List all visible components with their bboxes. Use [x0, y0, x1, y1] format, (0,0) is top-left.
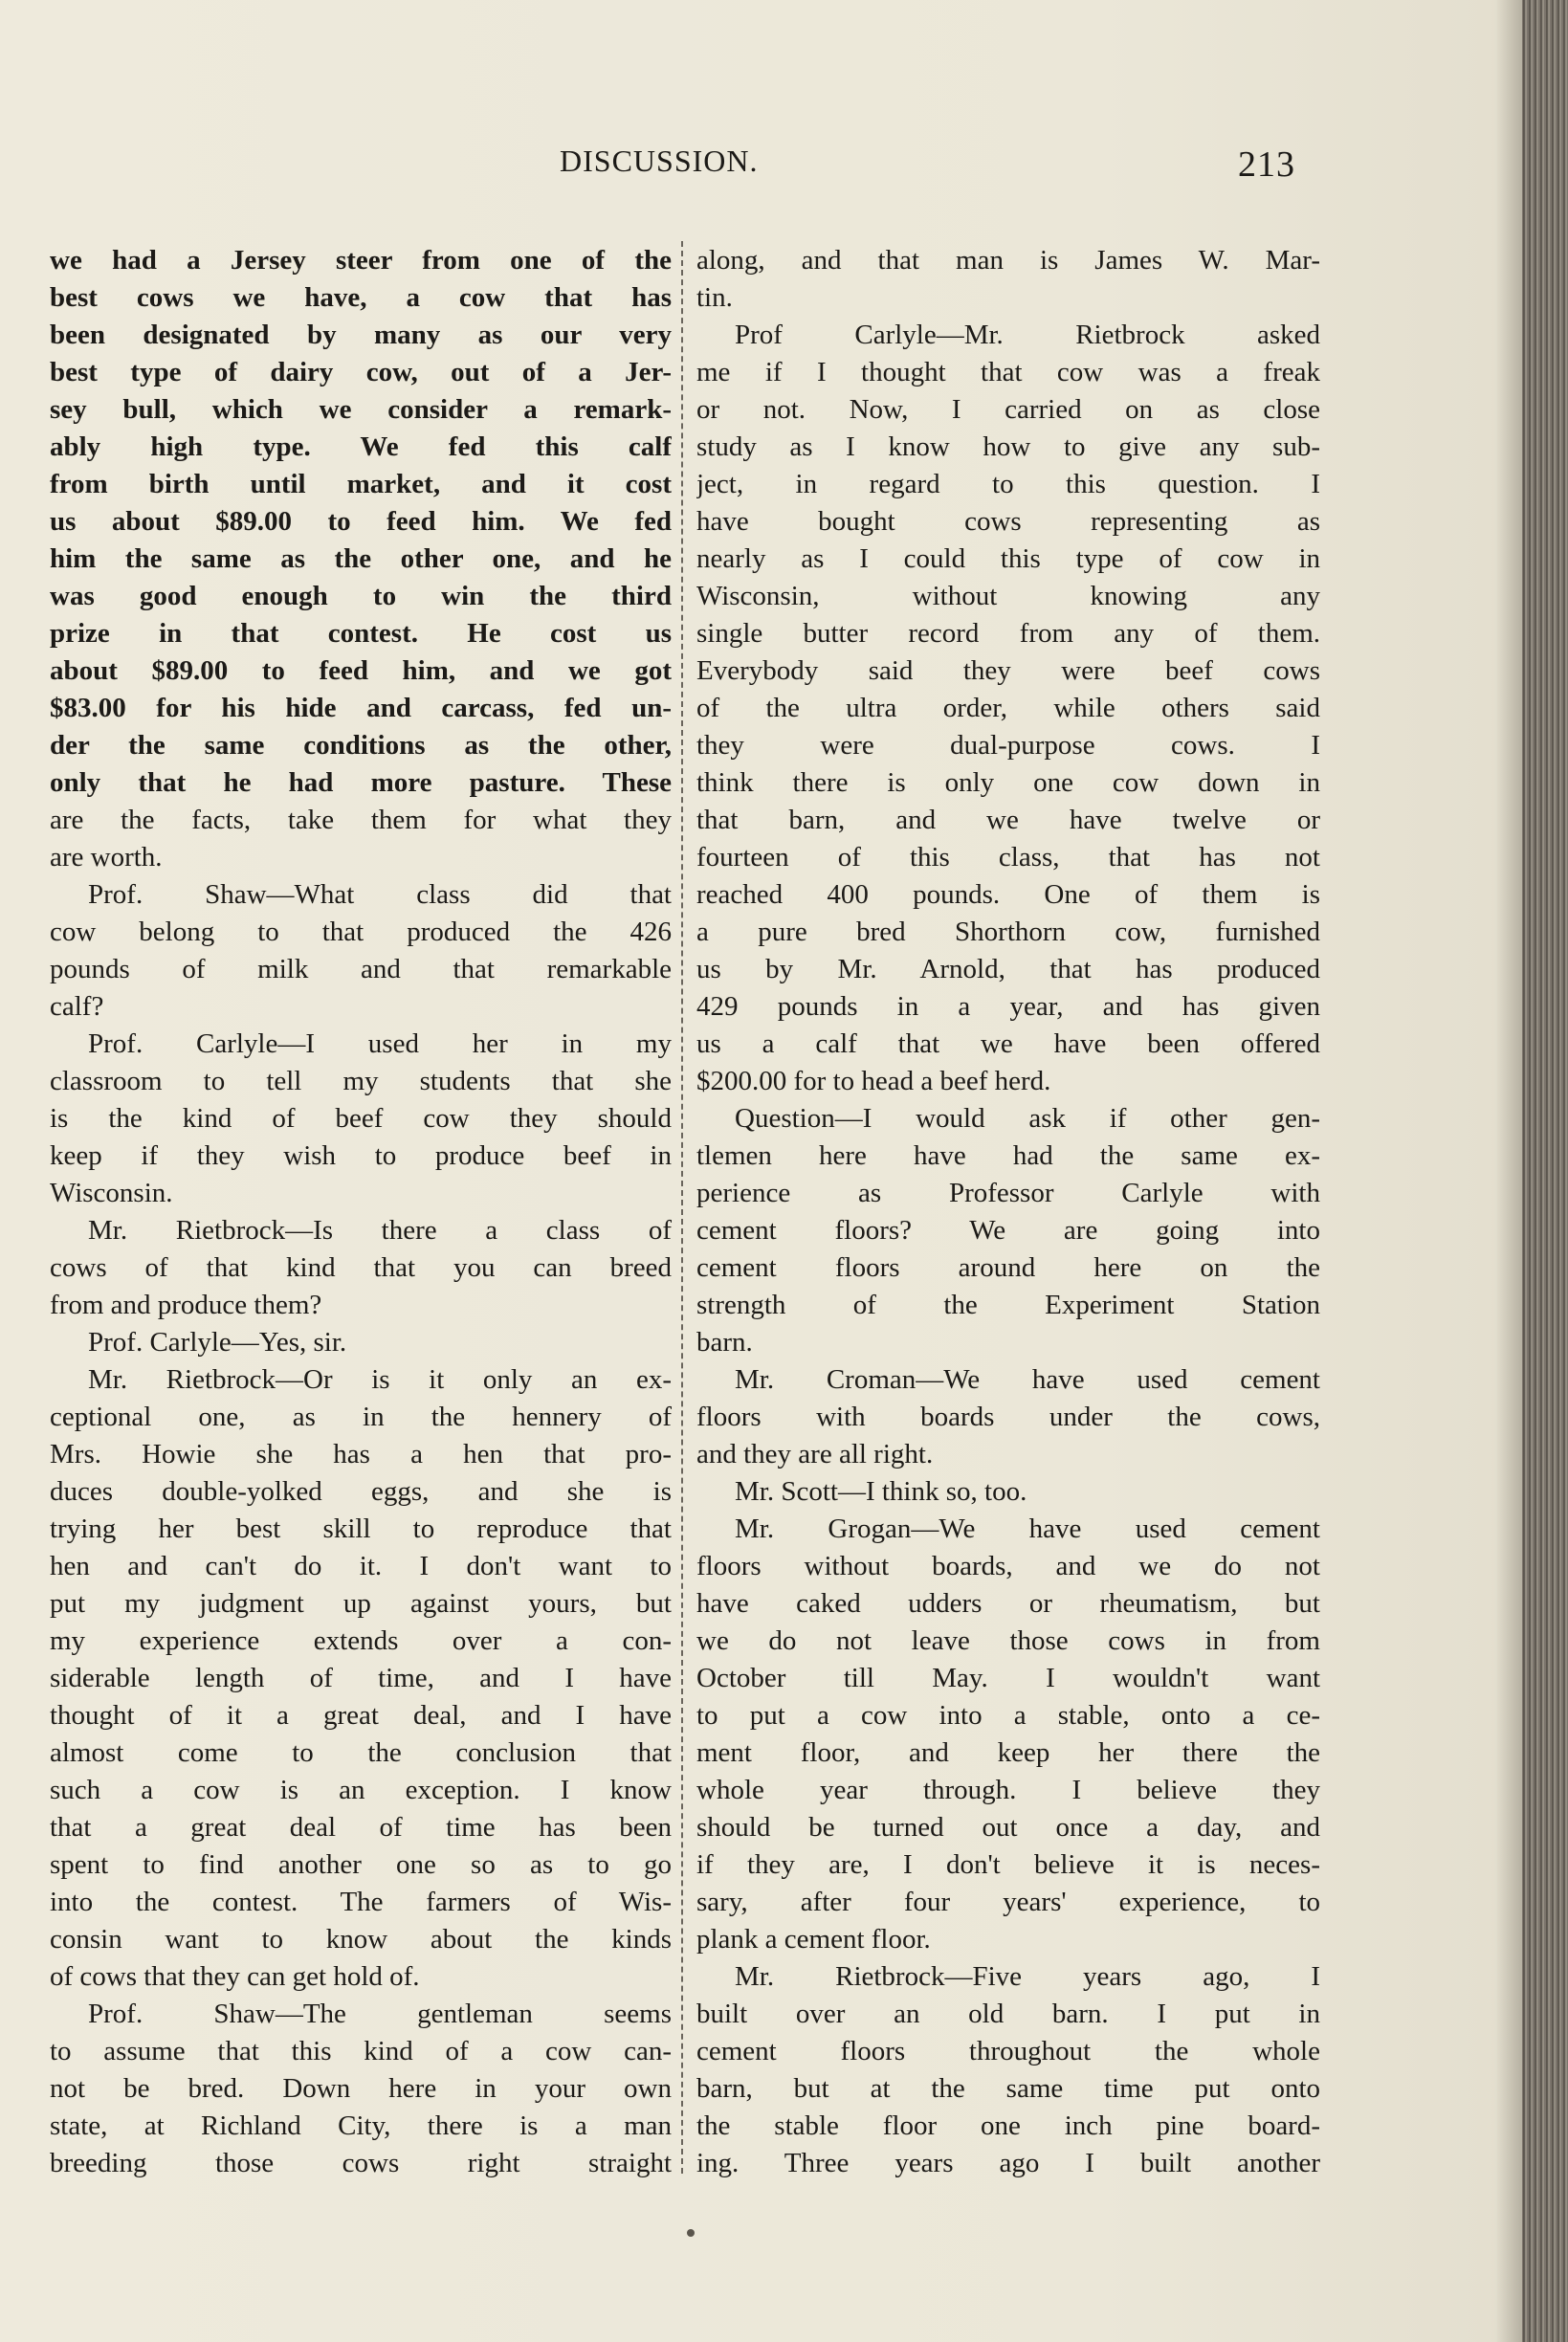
text-line: ably high type. We fed this calf [50, 431, 672, 462]
text-line: Wisconsin. [50, 1178, 173, 1208]
running-head: DISCUSSION. [560, 144, 759, 178]
text-line: Prof. Carlyle—I used her in my [88, 1028, 672, 1059]
text-line: and they are all right. [696, 1439, 934, 1469]
text-line: is the kind of beef cow they should [50, 1103, 672, 1134]
text-line: sary, after four years' experience, to [696, 1887, 1320, 1917]
text-line: not be bred. Down here in your own [50, 2073, 672, 2104]
text-line: my experience extends over a con- [50, 1625, 672, 1656]
text-line: reached 400 pounds. One of them is [696, 879, 1320, 910]
text-line: floors without boards, and we do not [696, 1551, 1320, 1581]
text-line: perience as Professor Carlyle with [696, 1178, 1320, 1208]
text-line: best type of dairy cow, out of a Jer- [50, 357, 672, 387]
text-line: state, at Richland City, there is a man [50, 2110, 672, 2141]
text-line: cement floors throughout the whole [696, 2036, 1320, 2066]
text-line: Prof. Carlyle—Yes, sir. [88, 1327, 347, 1358]
text-line: Mr. Grogan—We have used cement [735, 1513, 1320, 1544]
text-line: consin want to know about the kinds [50, 1924, 672, 1955]
text-line: breeding those cows right straight [50, 2148, 672, 2178]
text-line: put my judgment up against yours, but [50, 1588, 672, 1619]
text-line: almost come to the conclusion that [50, 1737, 672, 1768]
text-line: Prof. Shaw—What class did that [88, 879, 672, 910]
scan-speck [687, 2229, 695, 2237]
text-line: trying her best skill to reproduce that [50, 1513, 672, 1544]
text-line: 429 pounds in a year, and has given [696, 991, 1320, 1022]
text-line: only that he had more pasture. These [50, 767, 672, 798]
text-line: keep if they wish to produce beef in [50, 1140, 672, 1171]
text-line: Mr. Rietbrock—Or is it only an ex- [88, 1364, 672, 1395]
text-line: Wisconsin, without knowing any [696, 581, 1320, 611]
text-line: that a great deal of time has been [50, 1812, 672, 1843]
text-line: been designated by many as our very [50, 320, 672, 350]
text-line: to put a cow into a stable, onto a ce- [696, 1700, 1320, 1731]
text-line: ment floor, and keep her there the [696, 1737, 1320, 1768]
text-line: built over an old barn. I put in [696, 1999, 1320, 2029]
text-line: $83.00 for his hide and carcass, fed un- [50, 693, 672, 723]
text-line: us about $89.00 to feed him. We fed [50, 506, 672, 537]
text-line: barn. [696, 1327, 753, 1358]
text-line: if they are, I don't believe it is neces- [696, 1849, 1320, 1880]
text-line: floors with boards under the cows, [696, 1402, 1320, 1432]
text-line: us a calf that we have been offered [696, 1028, 1320, 1059]
text-line: prize in that contest. He cost us [50, 618, 672, 649]
text-line: cement floors around here on the [696, 1252, 1320, 1283]
text-line: der the same conditions as the other, [50, 730, 672, 761]
text-line: calf? [50, 991, 104, 1022]
text-line: of cows that they can get hold of. [50, 1961, 420, 1992]
text-line: Mr. Scott—I think so, too. [735, 1476, 1027, 1507]
text-line: him the same as the other one, and he [50, 543, 672, 574]
text-line: we had a Jersey steer from one of the [50, 245, 672, 276]
text-line: Mr. Rietbrock—Five years ago, I [735, 1961, 1320, 1992]
text-line: are worth. [50, 842, 163, 873]
text-line: nearly as I could this type of cow in [696, 543, 1320, 574]
text-line: cow belong to that produced the 426 [50, 917, 672, 947]
text-line: such a cow is an exception. I know [50, 1775, 672, 1805]
text-line: have bought cows representing as [696, 506, 1320, 537]
text-line: Prof Carlyle—Mr. Rietbrock asked [735, 320, 1320, 350]
text-line: duces double-yolked eggs, and she is [50, 1476, 672, 1507]
text-line: they were dual-purpose cows. I [696, 730, 1320, 761]
text-line: from birth until market, and it cost [50, 469, 672, 499]
right-text-column [696, 242, 1320, 2182]
text-line: have caked udders or rheumatism, but [696, 1588, 1320, 1619]
text-line: spent to find another one so as to go [50, 1849, 672, 1880]
text-line: tin. [696, 282, 733, 313]
text-line: that barn, and we have twelve or [696, 805, 1320, 835]
text-line: ject, in regard to this question. I [696, 469, 1320, 499]
page-number: 213 [1238, 144, 1295, 185]
text-line: from and produce them? [50, 1290, 322, 1320]
text-line: classroom to tell my students that she [50, 1066, 672, 1096]
text-line: thought of it a great deal, and I have [50, 1700, 672, 1731]
text-line: to assume that this kind of a cow can- [50, 2036, 672, 2066]
text-line: single butter record from any of them. [696, 618, 1320, 649]
text-line: fourteen of this class, that has not [696, 842, 1320, 873]
text-line: Question—I would ask if other gen- [735, 1103, 1320, 1134]
text-line: plank a cement floor. [696, 1924, 931, 1955]
text-line: $200.00 for to head a beef herd. [696, 1066, 1051, 1096]
text-line: think there is only one cow down in [696, 767, 1320, 798]
text-line: cement floors? We are going into [696, 1215, 1320, 1246]
text-line: study as I know how to give any sub- [696, 431, 1320, 462]
text-line: or not. Now, I carried on as close [696, 394, 1320, 425]
column-divider [681, 241, 683, 2174]
text-line: sey bull, which we consider a remark- [50, 394, 672, 425]
text-line: about $89.00 to feed him, and we got [50, 655, 672, 686]
binding-shadow [1495, 0, 1522, 2342]
text-line: cows of that kind that you can breed [50, 1252, 672, 1283]
text-line: ing. Three years ago I built another [696, 2148, 1320, 2178]
text-line: Mr. Rietbrock—Is there a class of [88, 1215, 672, 1246]
text-line: Prof. Shaw—The gentleman seems [88, 1999, 672, 2029]
text-line: along, and that man is James W. Mar- [696, 245, 1320, 276]
text-line: whole year through. I believe they [696, 1775, 1320, 1805]
text-line: tlemen here have had the same ex- [696, 1140, 1320, 1171]
text-line: should be turned out once a day, and [696, 1812, 1320, 1843]
text-line: Mr. Croman—We have used cement [735, 1364, 1320, 1395]
text-line: us by Mr. Arnold, that has produced [696, 954, 1320, 984]
text-line: of the ultra order, while others said [696, 693, 1320, 723]
text-line: we do not leave those cows in from [696, 1625, 1320, 1656]
text-line: are the facts, take them for what they [50, 805, 672, 835]
text-line: October till May. I wouldn't want [696, 1663, 1320, 1693]
text-line: barn, but at the same time put onto [696, 2073, 1320, 2104]
text-line: ceptional one, as in the hennery of [50, 1402, 672, 1432]
text-line: Everybody said they were beef cows [696, 655, 1320, 686]
text-line: strength of the Experiment Station [696, 1290, 1320, 1320]
text-line: the stable floor one inch pine board- [696, 2110, 1320, 2141]
text-line: a pure bred Shorthorn cow, furnished [696, 917, 1320, 947]
text-line: pounds of milk and that remarkable [50, 954, 672, 984]
page-edge-stack [1522, 0, 1568, 2342]
text-line: siderable length of time, and I have [50, 1663, 672, 1693]
left-text-column [50, 242, 672, 2182]
text-line: was good enough to win the third [50, 581, 672, 611]
text-line: hen and can't do it. I don't want to [50, 1551, 672, 1581]
text-line: me if I thought that cow was a freak [696, 357, 1320, 387]
text-line: into the contest. The farmers of Wis- [50, 1887, 672, 1917]
text-line: best cows we have, a cow that has [50, 282, 672, 313]
text-line: Mrs. Howie she has a hen that pro- [50, 1439, 672, 1469]
